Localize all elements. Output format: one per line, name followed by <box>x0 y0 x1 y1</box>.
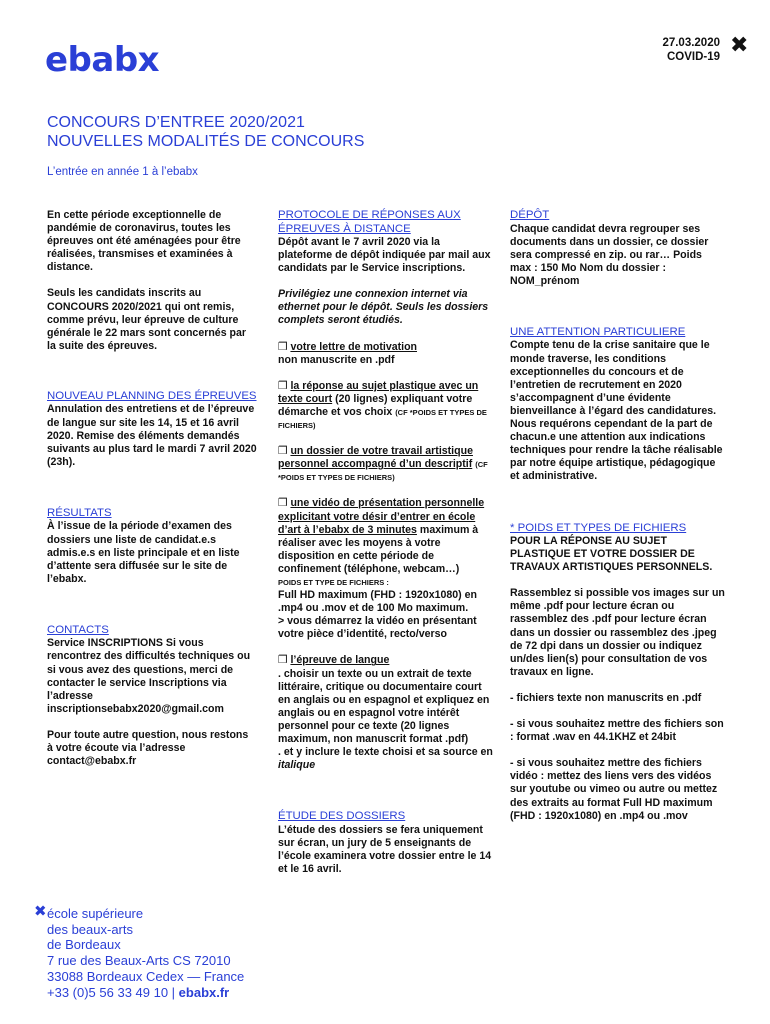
attention-heading: UNE ATTENTION PARTICULIERE <box>510 325 686 338</box>
date-block <box>662 36 720 64</box>
checkbox-icon: ❒ <box>278 445 288 458</box>
checkbox-icon: ❒ <box>278 340 288 353</box>
cross-icon: ✖ <box>34 903 47 920</box>
poids-text-1: Rassemblez si possible vos images sur un même .pdf pour lecture écran ou rassemblez des .pdf pour lecture écran dans un dossier ou rassemblez des .jpeg de 72 dpi dans un dossier ou indiquez un/des lien(s) pour consultation de vos travaux en ligne. <box>510 587 725 678</box>
study-heading: ÉTUDE DES DOSSIERS <box>278 810 406 823</box>
contacts-text-2: Pour toute autre question, nous restons à votre écoute via l’adresse contact@ebabx.fr <box>47 728 249 768</box>
cross-icon: ✖ <box>730 32 749 57</box>
column-3 <box>510 209 726 823</box>
poids-text-2: - fichiers texte non manuscrits en .pdf <box>510 691 702 704</box>
item-langue: ❒ l’épreuve de langue . choisir un texte ou un extrait de texte littéraire, critique ou documentaire court en anglais ou en espagnol et expliquez en anglais ou en espagnol votre intérêt personnel pour ce texte (20 lignes maximum, non manuscrit format .pdf) . et y inclure le texte choisi et sa source en italique <box>278 654 493 772</box>
protocol-text: Dépôt avant le 7 avril 2020 via la plateforme de dépôt indiquée par mail aux candidats par le Service inscriptions. <box>278 236 491 275</box>
column-1 <box>47 209 257 768</box>
website-link[interactable]: ebabx.fr <box>178 984 230 1000</box>
contacts-heading: CONTACTS <box>47 623 109 636</box>
protocol-heading: PROTOCOLE DE RÉPONSES AUX ÉPREUVES À DISTANCE <box>278 209 461 235</box>
results-heading: RÉSULTATS <box>47 506 112 519</box>
checkbox-icon: ❒ <box>278 497 288 510</box>
planning-text: Annulation des entretiens et de l’épreuve de langue sur site les 14, 15 et 16 avril 2020. Remise des éléments demandés suivants au plus tard le mardi 7 avril 2020 (23h). <box>47 403 257 468</box>
poids-heading: * POIDS ET TYPES DE FICHIERS <box>510 521 687 534</box>
intro-text-2: Seuls les candidats inscrits au CONCOURS 2020/2021 qui ont remis, comme prévu, leur épreuve de culture générale le 22 mars sont concernés par la suite des épreuves. <box>47 287 247 352</box>
page-subtitle: L’entrée en année 1 à l’ebabx <box>47 166 198 178</box>
item-sujet-plastique: ❒ la réponse au sujet plastique avec un texte court (20 lignes) expliquant votre démarche et vos choix (CF *POIDS ET TYPES DE FICHIERS) <box>278 379 487 431</box>
planning-heading: NOUVEAU PLANNING DES ÉPREUVES <box>47 389 257 402</box>
poids-subheading: POUR LA RÉPONSE AU SUJET PLASTIQUE ET VOTRE DOSSIER DE TRAVAUX ARTISTIQUES PERSONNELS. <box>510 535 713 574</box>
ebabx-logo: ebabx <box>45 40 160 80</box>
item-lettre: ❒ votre lettre de motivation non manuscrite en .pdf <box>278 340 418 366</box>
depot-heading: DÉPÔT <box>510 209 550 221</box>
covid-tag: COVID-19 <box>666 51 720 63</box>
attention-text: Compte tenu de la crise sanitaire que le monde traverse, les conditions exceptionnelles du concours et de l’entretien de recrutement en 2020 s’accompagnent d’une évidente bienveillance à l’égard des candidatures. Nous requérons cependant de la part de chacun.e une attention aux indications techniques pour rendre la tâche réalisable par notre équipe artistique, pédagogique et administrative. <box>510 339 723 483</box>
protocol-italic: Privilégiez une connexion internet via ethernet pour le dépôt. Seuls les dossiers complets seront étudiés. <box>278 288 489 327</box>
checkbox-icon: ❒ <box>278 379 288 392</box>
poids-text-4: - si vous souhaitez mettre des fichiers vidéo : mettez des liens vers des vidéos sur youtube ou vimeo ou autre ou mettez des extraits au format Full HD maximum (FHD : 1920x1080) en .mp4 ou .mov <box>510 757 718 822</box>
contacts-text: Service INSCRIPTIONS Si vous rencontrez des difficultés techniques ou si vous avez des questions, merci de contacter le service Inscriptions via l’adresse inscriptionsebabx2020@gmail.com <box>47 637 251 715</box>
footer-contact: +33 (0)5 56 33 49 10 | ebabx.fr <box>47 984 230 1000</box>
intro-text: En cette période exceptionnelle de pandémie de coronavirus, toutes les épreuves ont été aménagées pour être réalisées, transmises et examinées à distance. <box>47 209 241 274</box>
footer-address: ✖ école supérieure des beaux-arts de Bordeaux 7 rue des Beaux-Arts CS 72010 33088 Bordeaux Cedex — France +33 (0)5 56 33 49 10 | ebabx.fr <box>34 903 245 1000</box>
poids-text-3: - si vous souhaitez mettre des fichiers son : format .wav en 44.1KHZ et 24bit <box>510 718 724 744</box>
checkbox-icon: ❒ <box>278 654 288 667</box>
column-2 <box>278 209 496 876</box>
page-title: CONCOURS D’ENTREE 2020/2021 NOUVELLES MODALITÉS DE CONCOURS <box>47 114 365 150</box>
item-video: ❒ une vidéo de présentation personnelle explicitant votre désir d’entrer en école d’art à l’ebabx de 3 minutes maximum à réaliser avec les moyens à votre disposition en cette période de confinement (téléphone, webcam…) POIDS ET TYPE DE FICHIERS : Full HD maximum (FHD : 1920x1080) en .mp4 ou .mov et de 100 Mo maximum. > vous démarrez la vidéo en présentant votre pièce d’identité, recto/verso <box>278 497 485 641</box>
date: 27.03.2020 <box>662 37 720 49</box>
study-text: L’étude des dossiers se fera uniquement sur écran, un jury de 5 enseignants de l’école examinera votre dossier entre le 14 et le 16 avril. <box>278 823 492 876</box>
depot-text: Chaque candidat devra regrouper ses documents dans un dossier, ce dossier sera compressé en zip. ou rar… Poids max : 150 Mo Nom du dossier : NOM_prénom <box>510 222 709 287</box>
item-dossier: ❒ un dossier de votre travail artistique personnel accompagné d’un descriptif (CF *POIDS ET TYPES DE FICHIERS) <box>278 445 488 483</box>
results-text: À l’issue de la période d’examen des dossiers une liste de candidat.e.s admis.e.s en liste principale et en liste d’attente sera diffusée sur le site de l’ebabx. <box>47 520 240 585</box>
